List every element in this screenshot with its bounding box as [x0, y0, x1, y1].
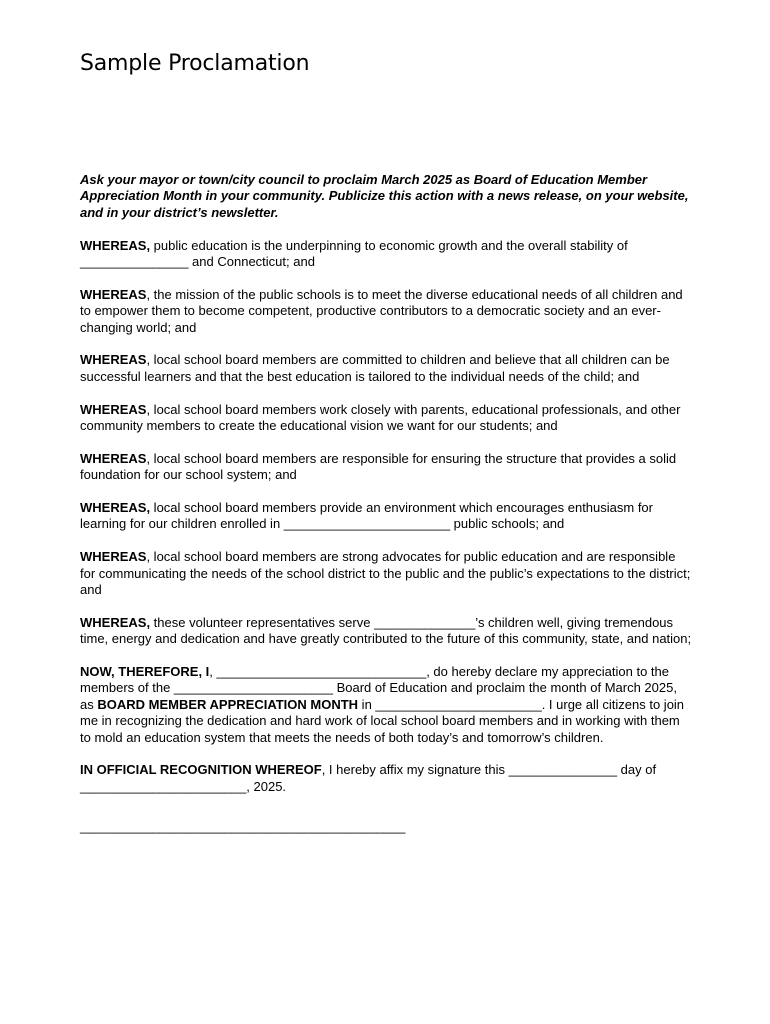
paragraph-lead: WHEREAS — [80, 549, 147, 565]
paragraph-text: , _____________________________, do hereby declare my appreciation to the members of the ______________________ Board of Education and proclaim the month of March 2025, as — [80, 664, 677, 712]
paragraph-text: , local school board members are strong advocates for public education and are responsible for communicating the needs of the school district to the public and the public’s expectations to the district; and — [80, 549, 691, 598]
paragraph-lead: NOW, THEREFORE, I — [80, 664, 210, 680]
now-therefore-paragraph — [80, 664, 692, 746]
paragraph-lead: WHEREAS, — [80, 237, 151, 253]
whereas-paragraph — [80, 352, 692, 385]
whereas-paragraph — [80, 451, 692, 484]
paragraph-lead: WHEREAS — [80, 450, 147, 466]
whereas-paragraph — [80, 500, 692, 533]
paragraph-lead: WHEREAS — [80, 401, 147, 417]
signature-line: _____________________________________________ — [80, 819, 406, 835]
paragraph-text: in _______________________. I urge all citizens to join me in recognizing the dedication and hard work of local school board members and in working with them to mold an education system that meets the needs of both today’s and tomorrow’s children. — [80, 696, 685, 745]
paragraph-text: local school board members provide an environment which encourages enthusiasm for learning for our children enrolled in _______________________ public schools; and — [80, 500, 653, 532]
paragraph-text: , the mission of the public schools is to meet the diverse educational needs of all children and to empower them to become competent, productive contributors to a democratic society and an ever-changing world; and — [80, 286, 683, 335]
paragraph-text: , I hereby affix my signature this _______________ day of _______________________, 2025. — [80, 762, 657, 794]
whereas-paragraph — [80, 402, 692, 435]
intro-paragraph: Ask your mayor or town/city council to proclaim March 2025 as Board of Education Member Appreciation Month in your community. Publicize this action with a news release, on your website, and in your district’s newsletter. — [80, 172, 689, 220]
whereas-paragraph — [80, 287, 692, 336]
paragraph-lead: WHEREAS, — [80, 500, 151, 516]
whereas-paragraph — [80, 549, 692, 598]
paragraph-text: these volunteer representatives serve ______________’s children well, giving tremendous time, energy and dedication and have greatly contributed to the future of this community, state, and nation; — [80, 614, 692, 647]
paragraph-lead: WHEREAS — [80, 286, 147, 302]
paragraph-lead: WHEREAS, — [80, 614, 151, 630]
document-body — [80, 172, 692, 836]
paragraph-lead: IN OFFICIAL RECOGNITION WHEREOF — [80, 762, 322, 778]
paragraph-text: public education is the underpinning to economic growth and the overall stability of _______________ and Connecticut; and — [80, 237, 628, 270]
paragraph-lead: WHEREAS — [80, 352, 147, 368]
paragraph-text: , local school board members are committed to children and believe that all children can be successful learners and that the best education is tailored to the individual needs of the child; and — [80, 352, 670, 384]
whereas-paragraph — [80, 238, 692, 271]
recognition-paragraph — [80, 762, 692, 795]
page-title: Sample Proclamation — [80, 51, 310, 76]
paragraph-emphasis: BOARD MEMBER APPRECIATION MONTH — [97, 696, 359, 712]
paragraph-text: , local school board members work closely with parents, educational professionals, and other community members to create the educational vision we want for our students; and — [80, 401, 681, 434]
whereas-paragraph — [80, 615, 692, 648]
paragraph-text: , local school board members are responsible for ensuring the structure that provides a solid foundation for our school system; and — [80, 450, 677, 483]
